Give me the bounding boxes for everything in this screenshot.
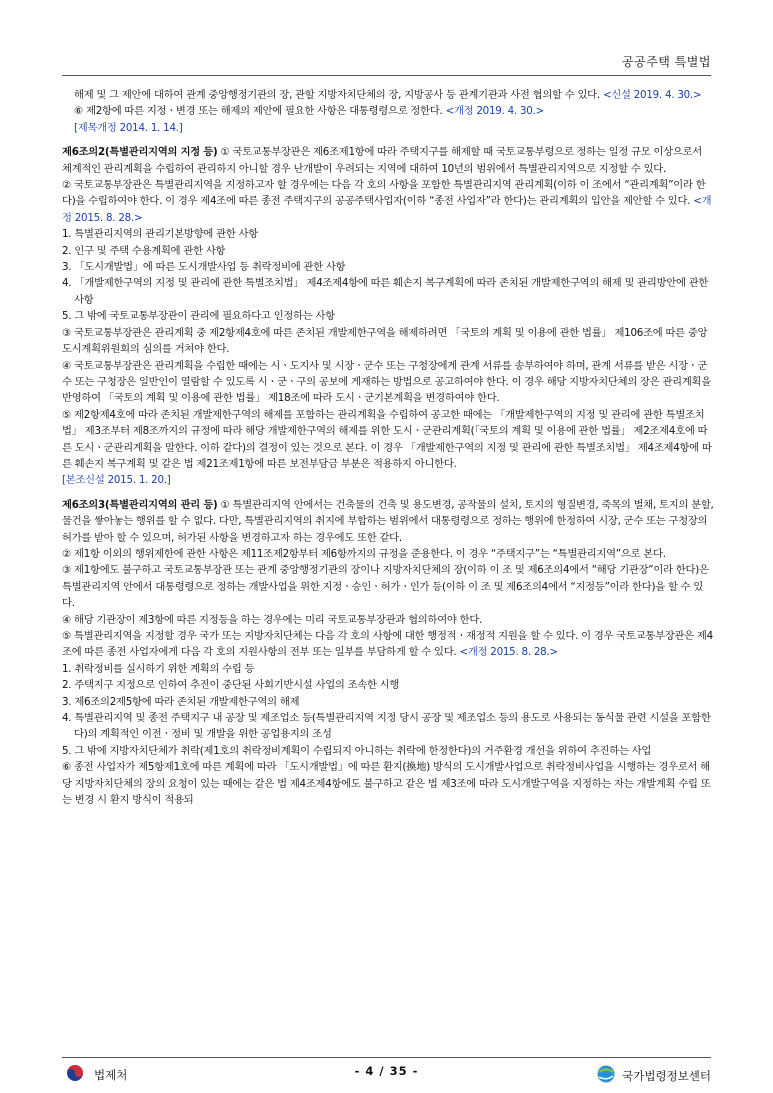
list-item: 2. 인구 및 주택 수용계획에 관한 사항 [62, 244, 226, 257]
globe-icon [596, 1064, 616, 1087]
paragraph: 해제 및 그 제안에 대하여 관계 중앙행정기관의 장, 관할 지방자치단체의 장, 지방공사 등 관계기관과 사전 협의할 수 있다. <신설 2019. 4. 30.> [74, 89, 702, 101]
paragraph: ⑥ 제2항에 따른 지정ㆍ변경 또는 해제의 제안에 필요한 사항은 대통령령으로 정한다. <개정 2019. 4. 30.> [74, 105, 544, 118]
header-divider [62, 75, 711, 76]
amendment-note: <개정 2015. 8. 28.> [459, 646, 558, 659]
article-6-2-para-5: ⑤ 제2항제4호에 따라 존치된 개발제한구역의 해제를 포함하는 관리계획을 수립하여 공고한 때에는 「개발제한구역의 지정 및 관리에 관한 특별조치법」 제3조부터 제8조까지의 규정에 따라 해당 개발제한구역의 해제를 위한 도시ㆍ군관리계획(「국토의 계획 및 이용에 관한 법률」 제2조제4호에 따른 도시ㆍ군관리계획을 말한다. 이하 같다)의 결정이 있는 것으로 본다. 이 경우 「개발제한구역의 지정 및 관리에 관한 특별조치법」 제4조제4항에 따른 훼손지 복구계획 및 같은 법 제21조제1항에 따른 보전부담금 부분은 적용하지 아니한다. [62, 408, 712, 470]
amendment-note: <개정 2019. 4. 30.> [445, 105, 544, 118]
list-item: 2. 주택지구 지정으로 인하여 추진이 중단된 사회기반시설 사업의 조속한 시행 [62, 679, 400, 692]
document-body [62, 87, 714, 808]
article-6-3-para-2: ② 제1항 이외의 행위제한에 관한 사항은 제11조제2항부터 제6항까지의 규정을 준용한다. 이 경우 “주택지구”는 “특별관리지역”으로 본다. [62, 547, 666, 560]
title-amendment-note: [제목개정 2014. 1. 14.] [74, 121, 183, 134]
list-item: 3. 제6조의2제5항에 따라 존치된 개발제한구역의 해제 [62, 695, 300, 708]
article-6-2-para-3: ③ 국토교통부장관은 관리계획 중 제2항제4호에 따른 존치된 개발제한구역을 해제하려면 「국토의 계획 및 이용에 관한 법률」 제106조에 따른 중앙도시계획위원회의 심의를 거쳐야 한다. [62, 326, 708, 356]
article-6-3-para-3: ③ 제1항에도 불구하고 국토교통부장관 또는 관계 중앙행정기관의 장이나 지방자치단체의 장(이하 이 조 및 제6조의4에서 “해당 기관장”이라 한다)은 특별관리지역 안에서 대통령령으로 정하는 개발사업을 위한 지정ㆍ승인ㆍ허가ㆍ인가 등(이하 이 조 및 제6조의4에서 “지정등”이라 한다)을 할 수 있다. [62, 564, 709, 610]
page-number: - 4 / 35 - [354, 1064, 419, 1078]
article-6-2-para-1: 제6조의2(특별관리지역의 지정 등) ① 국토교통부장관은 제6조제1항에 따라 주택지구를 해제할 때 국토교통부령으로 정하는 일정 규모 이상으로서 체계적인 관리계획을 수립하여 관리하지 아니할 경우 난개발이 우려되는 지역에 대하여 10년의 범위에서 특별관리지역으로 지정할 수 있다. [62, 146, 702, 175]
article-6-3-para-6: ⑥ 종전 사업자가 제5항제1호에 따른 계획에 따라 「도시개발법」에 따른 환지(換地) 방식의 도시개발사업으로 취락정비사업을 시행하는 경우로서 해당 지방자치단체의 장의 요청이 있는 때에는 같은 법 제4조제4항에도 불구하고 같은 법 제3조에 따라 도시개발구역을 지정하는 자는 개발계획 수립 또는 변경 시 환지 방식이 적용되 [62, 761, 711, 807]
amendment-note: <신설 2019. 4. 30.> [602, 89, 702, 101]
footer-divider [62, 1057, 711, 1058]
page-footer [62, 1062, 711, 1084]
list-item: 5. 그 밖에 지방자치단체가 취락(제1호의 취락정비계획이 수립되지 아니하는 취락에 한정한다)의 거주환경 개선을 위하여 추진하는 사업 [62, 744, 652, 757]
list-item: 4. 특별관리지역 및 종전 주택지구 내 공장 및 제조업소 등(특별관리지역 지정 당시 공장 및 제조업소 등의 용도로 사용되는 동식물 관련 시설을 포함한다)의 계획적인 이전ㆍ정비 및 개발을 위한 공업용지의 조성 [62, 712, 711, 741]
article-6-3-para-4: ④ 해당 기관장이 제3항에 따른 지정등을 하는 경우에는 미리 국토교통부장관과 협의하여야 한다. [62, 613, 483, 626]
list-item: 3. 「도시개발법」에 따른 도시개발사업 등 취락정비에 관한 사항 [62, 261, 346, 274]
ministry-label: 법제처 [94, 1067, 128, 1082]
article-6-2-para-4: ④ 국토교통부장관은 관리계획을 수립한 때에는 시ㆍ도지사 및 시장ㆍ군수 또는 구청장에게 관계 서류를 송부하여야 하며, 관계 서류를 받은 시장ㆍ군수 또는 구청장은 일반인이 열람할 수 있도록 시ㆍ군ㆍ구의 공보에 게재하는 방법으로 공고하여야 한다. 이 경우 해당 지방자치단체의 장은 관리계획을 반영하여 「국토의 계획 및 이용에 관한 법률」 제18조에 따라 도시ㆍ군기본계획을 변경하여야 한다. [62, 359, 711, 405]
list-item: 1. 취락정비를 실시하기 위한 계획의 수립 등 [62, 662, 255, 675]
enactment-note: [본조신설 2015. 1. 20.] [62, 474, 171, 487]
footer-center-name [596, 1064, 711, 1087]
article-6-3-para-1: 제6조의3(특별관리지역의 관리 등) ① 특별관리지역 안에서는 건축물의 건축 및 용도변경, 공작물의 설치, 토지의 형질변경, 죽목의 벌채, 토지의 분할, 물건을 쌓아놓는 행위를 할 수 없다. 다만, 특별관리지역의 취지에 부합하는 범위에서 대통령령으로 정하는 행위에 한정하여 시장, 군수 또는 구청장의 허가를 받아 할 수 있으며, 허가된 사항을 변경하고자 하는 경우에도 또한 같다. [62, 498, 714, 544]
article-6-2-para-2: ② 국토교통부장관은 특별관리지역을 지정하고자 할 경우에는 다음 각 호의 사항을 포함한 특별관리지역 관리계획(이하 이 조에서 “관리계획”이라 한다)을 수립하여야 한다. 이 경우 제4조에 따른 종전 주택지구의 공공주택사업자(이하 “종전 사업자”라 한다)는 관리계획의 입안을 제안할 수 있다. <개정 2015. 8. 28.> [62, 179, 712, 224]
article-heading: 제6조의2(특별관리지역의 지정 등) [62, 146, 218, 159]
amendment-note: <개정 2015. 8. 28.> [62, 195, 712, 224]
list-item: 4. 「개발제한구역의 지정 및 관리에 관한 특별조치법」 제4조제4항에 따른 훼손지 복구계획에 따라 존치된 개발제한구역의 해제 및 관리방안에 관한 사항 [62, 277, 709, 306]
article-heading: 제6조의3(특별관리지역의 관리 등) [62, 498, 218, 511]
law-info-center-label: 국가법령정보센터 [622, 1068, 711, 1083]
list-item: 5. 그 밖에 국토교통부장관이 관리에 필요하다고 인정하는 사항 [62, 310, 335, 323]
running-header-title: 공공주택 특별법 [622, 55, 711, 69]
list-item: 1. 특별관리지역의 관리기본방향에 관한 사항 [62, 228, 258, 241]
article-6-3-para-5: ⑤ 특별관리지역을 지정할 경우 국가 또는 지방자치단체는 다음 각 호의 사항에 대한 행정적ㆍ재정적 지원을 할 수 있다. 이 경우 국토교통부장관은 제4조에 따른 종전 사업자에게 다음 각 호의 지원사항의 전부 또는 일부를 부담하게 할 수 있다. <개정 2015. 8. 28.> [62, 630, 713, 659]
